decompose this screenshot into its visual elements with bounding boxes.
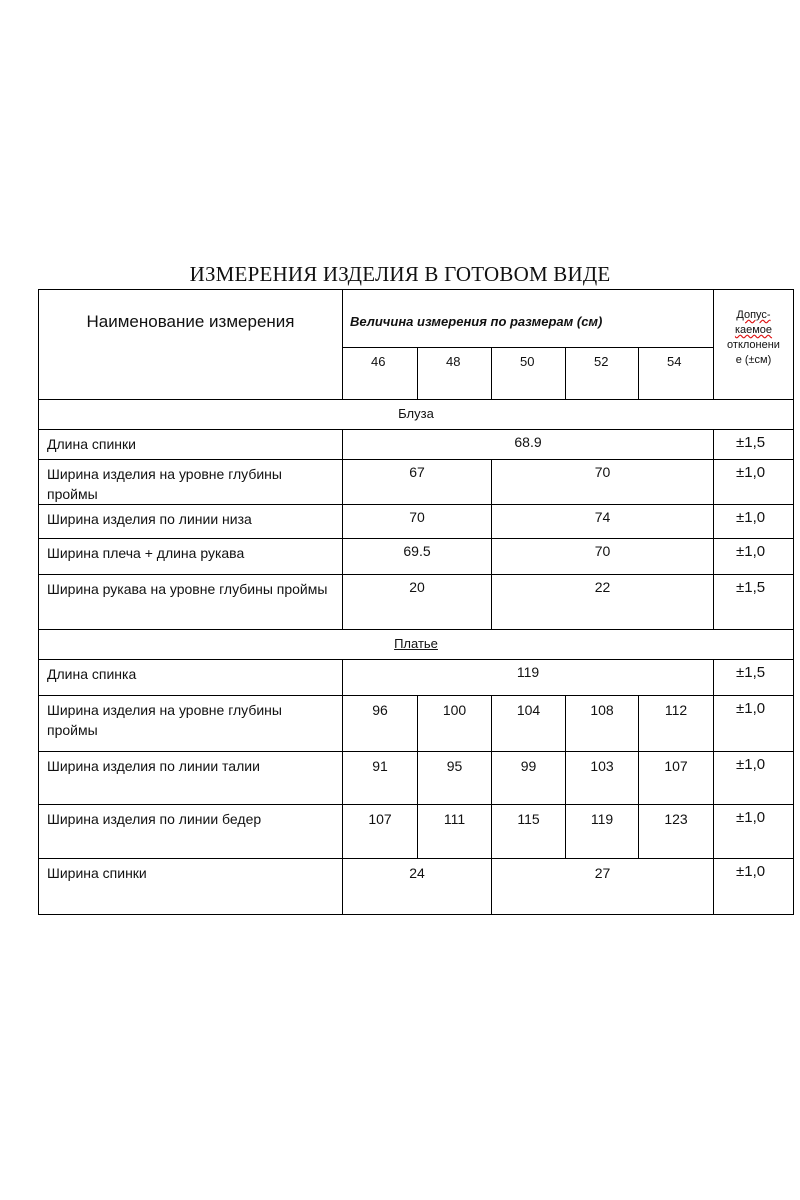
row-value-left: 24 [343, 859, 492, 915]
row-value-50: 99 [492, 752, 566, 805]
row-name: Ширина рукава на уровне глубины проймы [39, 575, 343, 630]
section-label-blouse: Блуза [39, 400, 794, 430]
table-row [39, 575, 794, 630]
row-value-52: 103 [566, 752, 639, 805]
section-row-blouse [39, 400, 794, 430]
size-54: 54 [639, 348, 714, 400]
row-name: Ширина плеча + длина рукава [39, 539, 343, 575]
table-row [39, 805, 794, 859]
table-row [39, 505, 794, 539]
section-label-dress: Платье [39, 630, 794, 660]
row-tolerance: ±1,0 [714, 752, 794, 805]
row-tolerance: ±1,0 [714, 859, 794, 915]
row-value-52: 119 [566, 805, 639, 859]
table-row [39, 660, 794, 696]
table-row [39, 539, 794, 575]
row-tolerance: ±1,0 [714, 460, 794, 505]
row-value-right: 27 [492, 859, 714, 915]
row-value-48: 100 [418, 696, 492, 752]
table-row [39, 752, 794, 805]
row-value-54: 112 [639, 696, 714, 752]
size-48: 48 [418, 348, 492, 400]
row-name: Ширина изделия по линии бедер [39, 805, 343, 859]
row-tolerance: ±1,5 [714, 660, 794, 696]
row-name: Ширина изделия по линии низа [39, 505, 343, 539]
section-row-dress [39, 630, 794, 660]
row-name: Длина спинки [39, 430, 343, 460]
row-value-46: 96 [343, 696, 418, 752]
measurements-table [38, 289, 794, 915]
row-value-46: 91 [343, 752, 418, 805]
row-value-left: 70 [343, 505, 492, 539]
table-row [39, 696, 794, 752]
header-name-col: Наименование измерения [39, 290, 343, 400]
table-row [39, 859, 794, 915]
row-name: Ширина изделия на уровне глубины проймы [39, 696, 343, 752]
row-value: 68.9 [343, 430, 714, 460]
row-value-46: 107 [343, 805, 418, 859]
row-value-48: 95 [418, 752, 492, 805]
row-name: Длина спинка [39, 660, 343, 696]
row-tolerance: ±1,5 [714, 430, 794, 460]
row-value-left: 20 [343, 575, 492, 630]
row-value-right: 22 [492, 575, 714, 630]
header-range-col: Величина измерения по размерам (см) [343, 290, 714, 348]
header-row [39, 290, 794, 348]
row-name: Ширина изделия по линии талии [39, 752, 343, 805]
row-name: Ширина спинки [39, 859, 343, 915]
row-name: Ширина изделия на уровне глубины проймы [39, 460, 343, 505]
row-value-50: 115 [492, 805, 566, 859]
size-46: 46 [343, 348, 418, 400]
row-value-left: 67 [343, 460, 492, 505]
row-value-right: 70 [492, 539, 714, 575]
row-tolerance: ±1,0 [714, 696, 794, 752]
header-tolerance-col: Допус- каемое отклонени е (±см) [714, 290, 794, 400]
table-row [39, 460, 794, 505]
page-title: ИЗМЕРЕНИЯ ИЗДЕЛИЯ В ГОТОВОМ ВИДЕ [189, 262, 611, 286]
row-value: 119 [343, 660, 714, 696]
row-value-right: 70 [492, 460, 714, 505]
row-value-48: 111 [418, 805, 492, 859]
row-tolerance: ±1,0 [714, 805, 794, 859]
row-value-right: 74 [492, 505, 714, 539]
row-tolerance: ±1,5 [714, 575, 794, 630]
row-value-left: 69.5 [343, 539, 492, 575]
row-value-54: 107 [639, 752, 714, 805]
row-value-52: 108 [566, 696, 639, 752]
row-tolerance: ±1,0 [714, 539, 794, 575]
size-52: 52 [566, 348, 639, 400]
row-tolerance: ±1,0 [714, 505, 794, 539]
size-50: 50 [492, 348, 566, 400]
table-row [39, 430, 794, 460]
row-value-54: 123 [639, 805, 714, 859]
row-value-50: 104 [492, 696, 566, 752]
